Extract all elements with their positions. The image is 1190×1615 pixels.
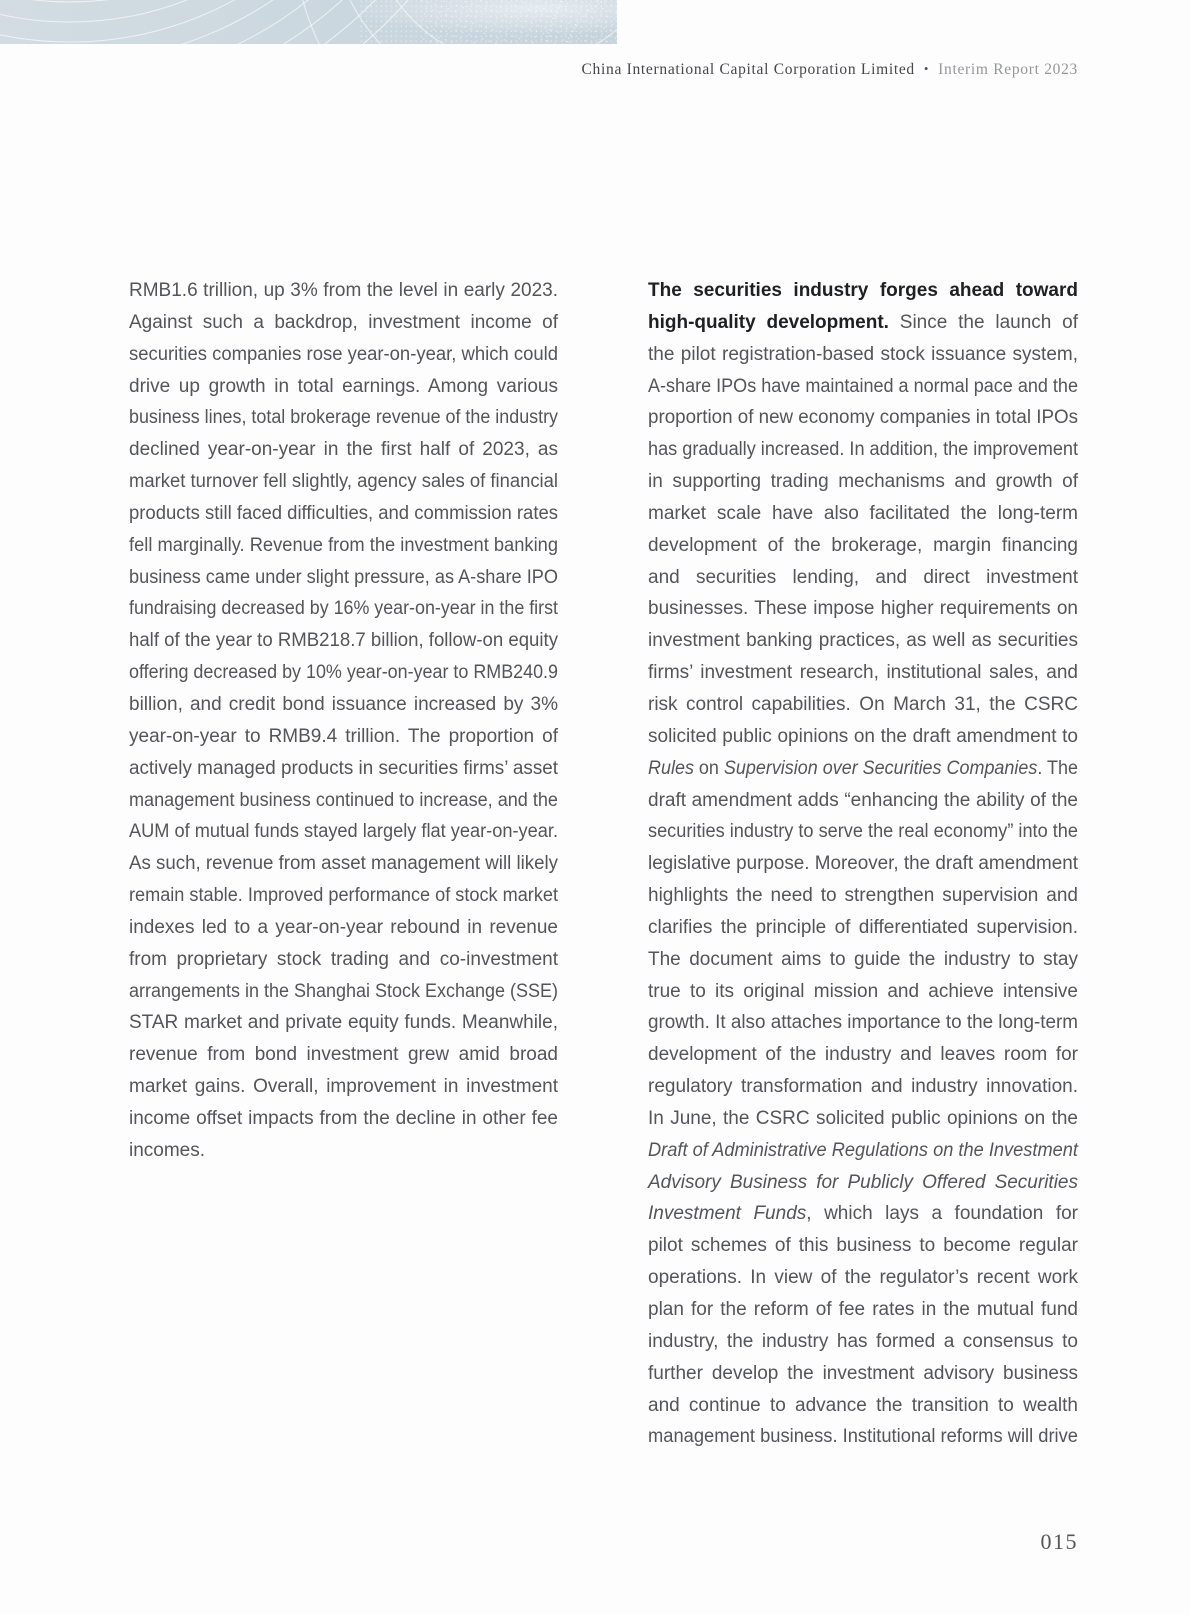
header-banner-graphic	[0, 0, 617, 44]
text-line: fell marginally. Revenue from the investment banking	[129, 534, 558, 556]
text-line: declined year-on-year in the first half of 2023, as	[129, 439, 558, 461]
text-line: true to its original mission and achieve intensive	[648, 980, 1078, 1002]
text-line: development of the brokerage, margin financing	[648, 534, 1078, 556]
text-line: and continue to advance the transition to wealth	[648, 1394, 1078, 1416]
company-name: China International Capital Corporation Limited	[581, 61, 915, 78]
text-line: the pilot registration-based stock issuance system,	[648, 343, 1078, 365]
text-line: market scale have also facilitated the long-term	[648, 502, 1078, 524]
text-line: draft amendment adds “enhancing the ability of the	[648, 789, 1078, 811]
text-line: billion, and credit bond issuance increased by 3%	[129, 693, 558, 715]
text-line: and securities lending, and direct investment	[648, 566, 1078, 588]
text-line: regulatory transformation and industry innovation.	[648, 1076, 1078, 1098]
text-line: growth. It also attaches importance to the long-term	[648, 1012, 1078, 1034]
text-line: market gains. Overall, improvement in investment	[129, 1076, 558, 1098]
text-line: investment banking practices, as well as securities	[648, 630, 1078, 652]
right-text-column	[648, 275, 1078, 1453]
text-line: business came under slight pressure, as A-share IPO	[129, 566, 558, 588]
text-line: The document aims to guide the industry to stay	[648, 948, 1078, 970]
text-line: income offset impacts from the decline in other fee	[129, 1107, 558, 1129]
text-line: clarifies the principle of differentiated supervision.	[648, 916, 1078, 938]
left-text-column	[129, 275, 558, 1167]
report-title: Interim Report 2023	[938, 61, 1078, 78]
text-line: Against such a backdrop, investment income of	[129, 311, 558, 333]
text-line: Advisory Business for Publicly Offered Securities	[648, 1171, 1078, 1193]
text-line: In June, the CSRC solicited public opinions on the	[648, 1107, 1078, 1129]
text-line: management business. Institutional reforms will drive	[648, 1426, 1078, 1448]
text-line: management business continued to increase, and the	[129, 789, 558, 811]
text-line: revenue from bond investment grew amid broad	[129, 1044, 558, 1066]
text-line: business lines, total brokerage revenue of the industry	[129, 407, 558, 429]
text-line: further develop the investment advisory business	[648, 1362, 1078, 1384]
separator-bullet: •	[923, 61, 930, 76]
text-line: STAR market and private equity funds. Meanwhile,	[129, 1012, 558, 1034]
text-line: development of the industry and leaves room for	[648, 1044, 1078, 1066]
text-line: market turnover fell slightly, agency sales of financial	[129, 471, 558, 493]
text-line: half of the year to RMB218.7 billion, follow-on equity	[129, 630, 558, 652]
text-line: securities companies rose year-on-year, which could	[129, 343, 558, 365]
text-line: Investment Funds, which lays a foundation for	[648, 1203, 1078, 1225]
text-line: incomes.	[129, 1139, 206, 1161]
text-line: products still faced difficulties, and commission rates	[129, 502, 558, 524]
text-line: in supporting trading mechanisms and growth of	[648, 471, 1078, 493]
text-line: proportion of new economy companies in total IPOs	[648, 407, 1078, 429]
text-line: firms’ investment research, institutional sales, and	[648, 662, 1078, 684]
text-line: high-quality development. Since the launch of	[648, 311, 1079, 333]
text-line: highlights the need to strengthen supervision and	[648, 885, 1078, 907]
text-line: A-share IPOs have maintained a normal pace and the	[648, 375, 1078, 397]
text-line: RMB1.6 trillion, up 3% from the level in early 2023.	[129, 280, 558, 301]
text-line: pilot schemes of this business to become regular	[648, 1235, 1078, 1257]
text-line: fundraising decreased by 16% year-on-year in the first	[129, 598, 558, 620]
text-line: Rules on Supervision over Securities Companies. The	[648, 757, 1078, 779]
text-line: indexes led to a year-on-year rebound in revenue	[129, 916, 558, 938]
text-line: actively managed products in securities firms’ asset	[129, 757, 558, 779]
text-line: plan for the reform of fee rates in the mutual fund	[648, 1299, 1078, 1320]
text-line: year-on-year to RMB9.4 trillion. The proportion of	[129, 725, 558, 747]
page-header	[582, 61, 1078, 79]
text-line: remain stable. Improved performance of stock market	[129, 885, 558, 907]
text-line: As such, revenue from asset management will likely	[129, 853, 558, 875]
text-line: risk control capabilities. On March 31, the CSRC	[648, 693, 1078, 715]
text-line: operations. In view of the regulator’s recent work	[648, 1267, 1078, 1289]
text-line: drive up growth in total earnings. Among various	[129, 375, 558, 397]
text-line: arrangements in the Shanghai Stock Exchange (SSE)	[129, 980, 558, 1002]
text-line: The securities industry forges ahead toward	[648, 280, 1078, 301]
text-line: securities industry to serve the real economy” into the	[648, 821, 1078, 843]
text-line: legislative purpose. Moreover, the draft amendment	[648, 853, 1078, 875]
text-line: has gradually increased. In addition, the improvement	[648, 439, 1078, 461]
text-line: from proprietary stock trading and co-investment	[129, 948, 558, 970]
text-line: offering decreased by 10% year-on-year to RMB240.9	[129, 662, 558, 684]
page-number: 015	[1040, 1529, 1078, 1554]
text-line: industry, the industry has formed a consensus to	[648, 1330, 1078, 1352]
text-line: solicited public opinions on the draft amendment to	[648, 725, 1078, 747]
text-line: businesses. These impose higher requirements on	[648, 598, 1078, 620]
text-line: Draft of Administrative Regulations on the Investment	[648, 1139, 1078, 1161]
text-line: AUM of mutual funds stayed largely flat year-on-year.	[129, 821, 558, 843]
